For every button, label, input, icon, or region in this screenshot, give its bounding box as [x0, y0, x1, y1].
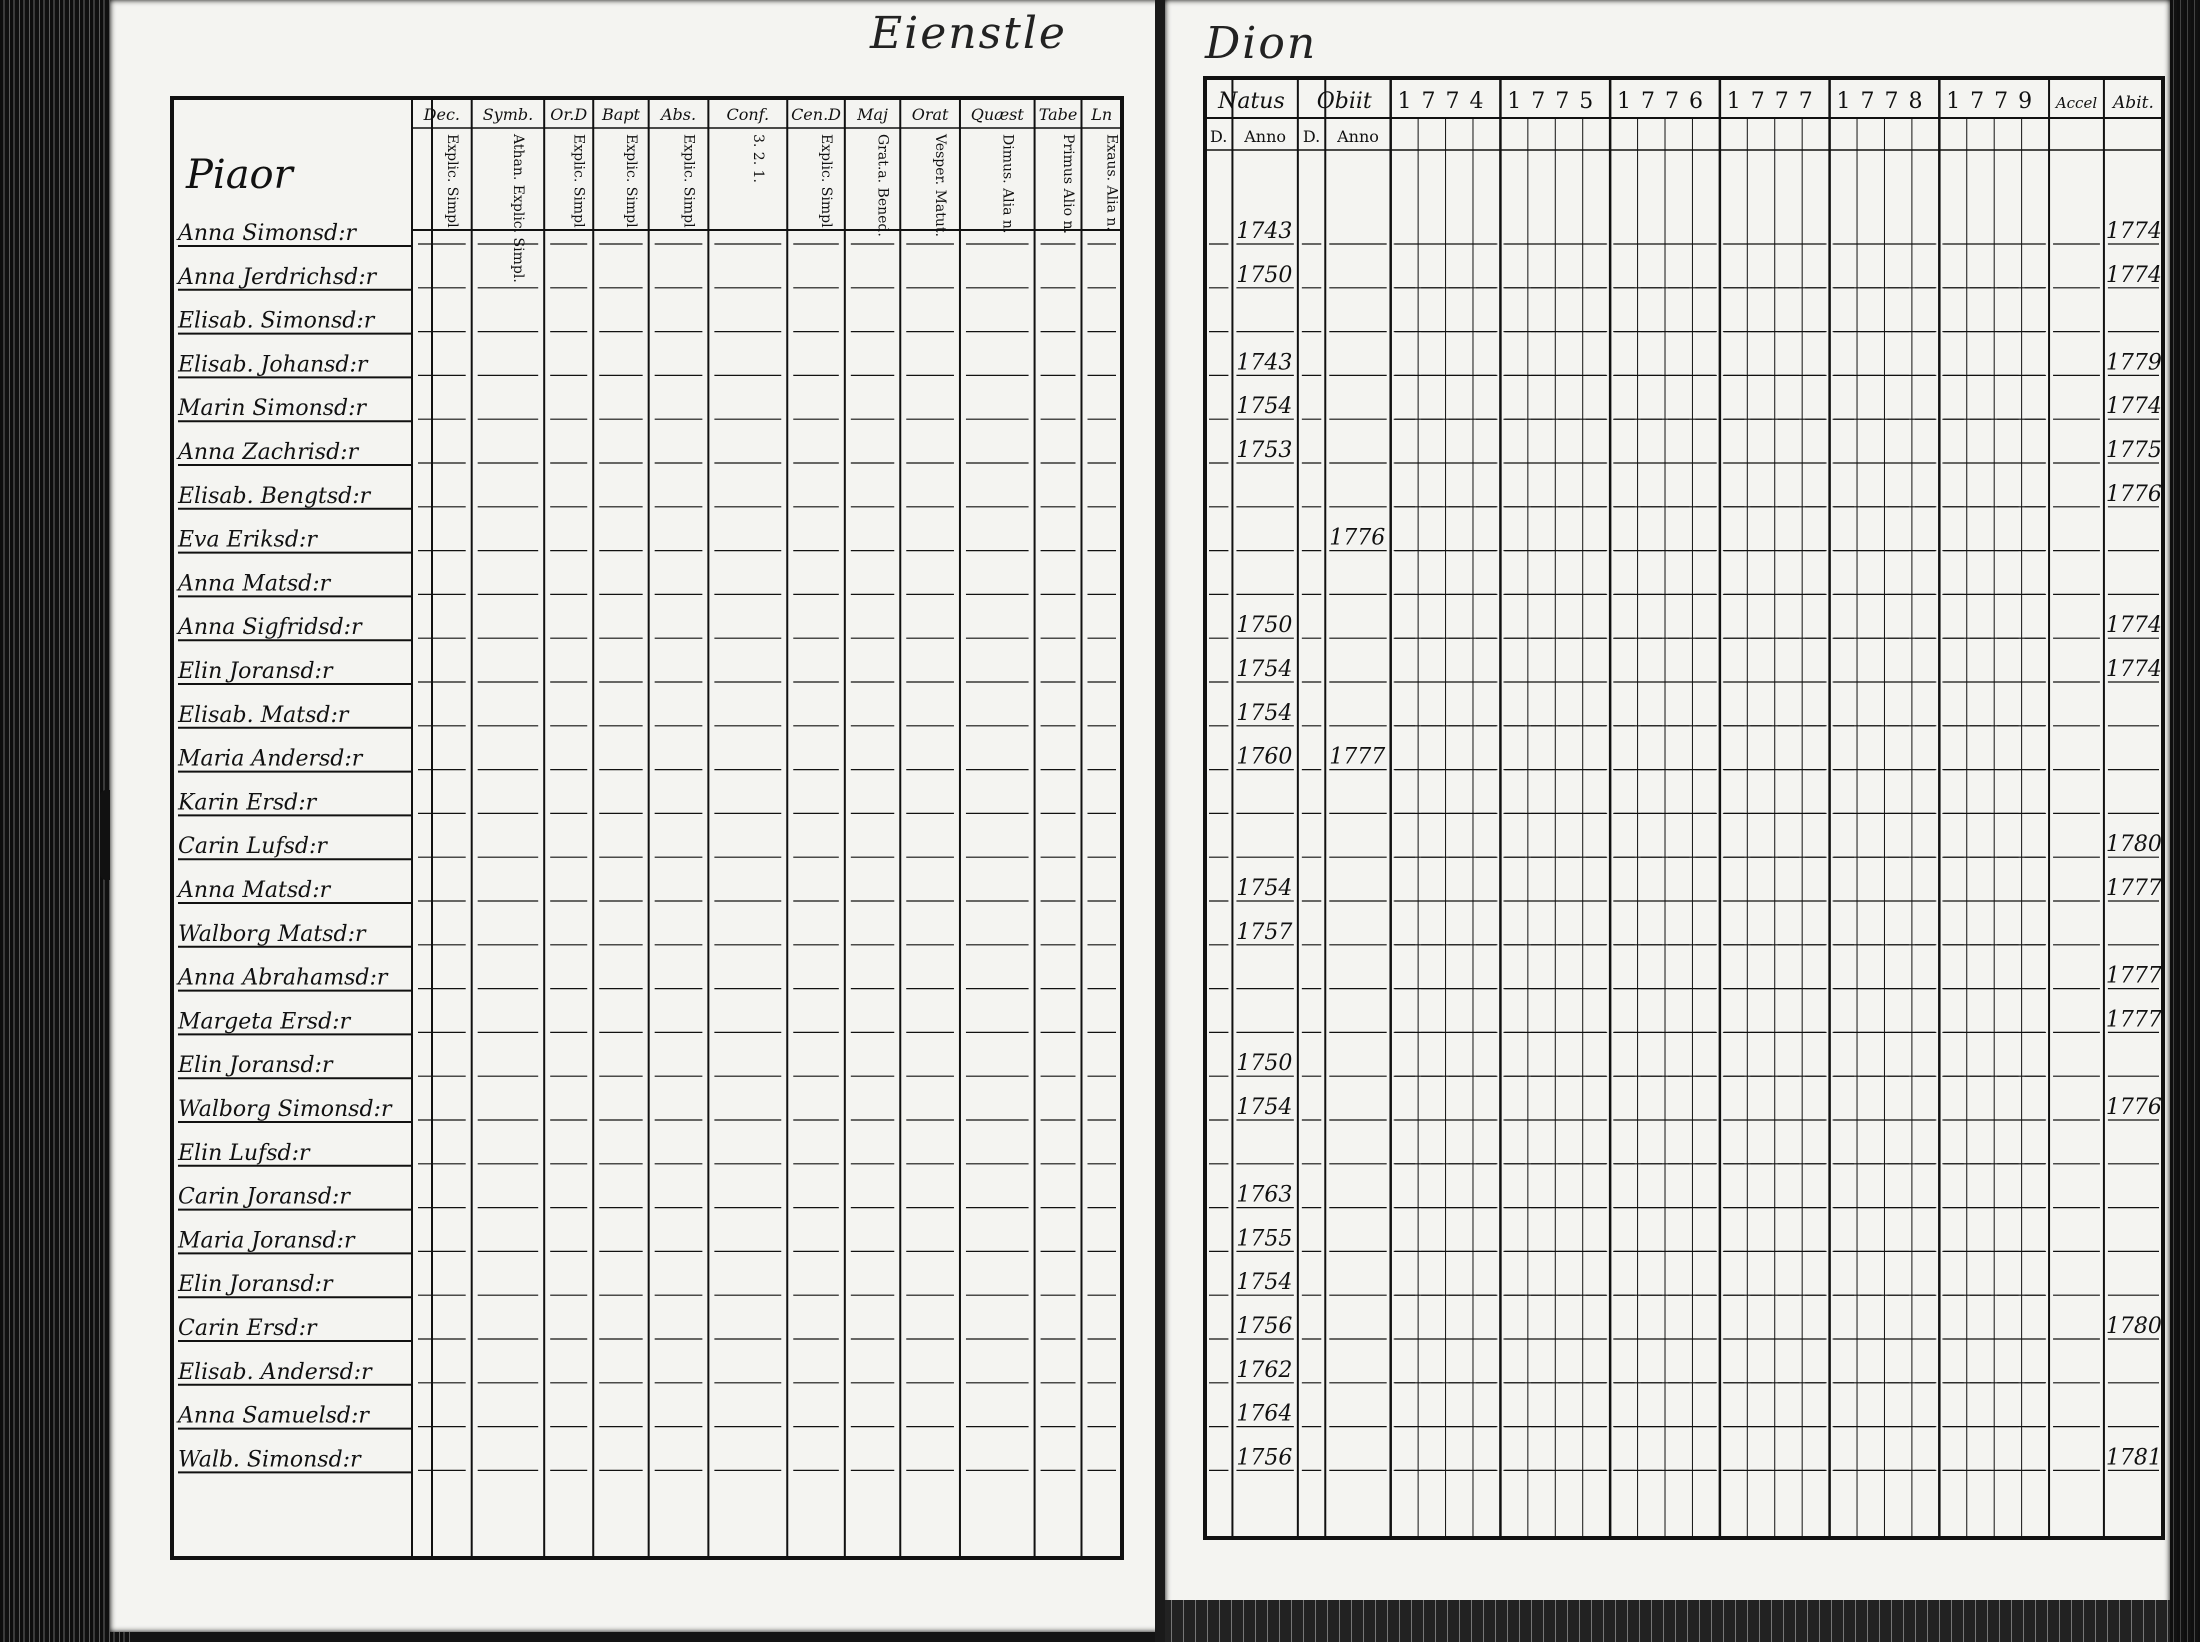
- register-name: Eva Eriksd:r: [178, 527, 317, 553]
- left-title: Piaor: [186, 152, 293, 198]
- year-header-1777: 1777: [1726, 89, 1823, 114]
- natus-year: 1754: [1236, 876, 1293, 901]
- natus-year: 1756: [1236, 1445, 1293, 1471]
- abit-year: 1774: [2105, 657, 2162, 682]
- header-left-note: Eienstle: [870, 8, 1067, 59]
- abit-year: 1781: [2105, 1445, 2162, 1471]
- left-col-header-6: Cen.D: [791, 105, 842, 124]
- register-name: Elisab. Johansd:r: [178, 352, 368, 378]
- left-col-subheader-5: 3. 2. 1.: [749, 134, 766, 183]
- register-name: Walb. Simonsd:r: [178, 1447, 361, 1473]
- register-name: Maria Joransd:r: [178, 1228, 355, 1254]
- register-name: Elisab. Matsd:r: [178, 702, 349, 728]
- natus-year: 1754: [1236, 657, 1293, 682]
- register-name: Elin Joransd:r: [178, 1272, 333, 1298]
- natus-year: 1754: [1236, 1270, 1293, 1296]
- register-name: Elisab. Simonsd:r: [178, 308, 375, 334]
- left-col-header-8: Orat: [911, 105, 949, 124]
- register-name: Margeta Ersd:r: [178, 1009, 351, 1035]
- register-name: Anna Abrahamsd:r: [178, 965, 388, 991]
- natus-anno-header: Anno: [1244, 127, 1287, 146]
- natus-year: 1754: [1236, 394, 1293, 420]
- left-col-subheader-8: Vesper. Matut.: [932, 134, 949, 238]
- left-col-subheader-2: Explic. Simpl.: [570, 134, 587, 233]
- natus-header: Natus: [1218, 89, 1285, 114]
- register-name: Anna Simonsd:r: [178, 221, 357, 246]
- abit-year: 1780: [2105, 1314, 2162, 1339]
- register-name: Anna Zachrisd:r: [178, 440, 359, 465]
- abit-year: 1776: [2105, 481, 2162, 507]
- natus-year: 1764: [1236, 1401, 1293, 1427]
- abit-year: 1774: [2105, 262, 2162, 288]
- left-col-header-4: Abs.: [660, 105, 697, 124]
- natus-year: 1754: [1236, 1095, 1293, 1120]
- left-col-subheader-7: Grat.a. Bened.: [874, 134, 891, 237]
- left-col-subheader-10: Primus Alio n.: [1060, 134, 1077, 234]
- left-col-subheader-9: Dimus. Alia n.: [999, 134, 1016, 234]
- natus-year: 1755: [1236, 1226, 1293, 1252]
- register-name: Anna Matsd:r: [178, 571, 331, 597]
- year-header-1774: 1774: [1397, 89, 1494, 114]
- natus-year: 1753: [1236, 438, 1293, 463]
- year-header-1779: 1779: [1946, 89, 2043, 114]
- natus-year: 1750: [1236, 613, 1293, 639]
- register-name: Karin Ersd:r: [178, 790, 317, 816]
- obiit-anno-header: Anno: [1337, 127, 1379, 146]
- natus-d-header: D.: [1210, 127, 1228, 146]
- left-col-header-1: Symb.: [482, 105, 534, 124]
- register-name: Carin Ersd:r: [178, 1316, 317, 1341]
- natus-year: 1743: [1236, 350, 1293, 376]
- natus-year: 1750: [1236, 1051, 1293, 1077]
- left-col-header-11: Ln: [1091, 105, 1113, 124]
- natus-year: 1756: [1236, 1314, 1293, 1339]
- register-name: Elin Lufsd:r: [178, 1140, 310, 1166]
- abit-year: 1777: [2105, 876, 2162, 901]
- register-name: Elin Joransd:r: [178, 1053, 333, 1079]
- register-name: Elisab. Andersd:r: [178, 1359, 372, 1385]
- register-name: Walborg Simonsd:r: [178, 1097, 392, 1122]
- abit-year: 1774: [2105, 219, 2162, 244]
- left-col-header-2: Or.D: [550, 105, 588, 124]
- right-table-border: [1205, 78, 2163, 1538]
- obiit-year: 1777: [1329, 744, 1386, 770]
- register-name: Anna Matsd:r: [178, 878, 331, 903]
- natus-year: 1750: [1236, 262, 1293, 288]
- abit-year: 1779: [2105, 350, 2162, 376]
- left-col-subheader-1: Athan. Explic. Simpl.: [509, 134, 526, 283]
- register-name: Elin Joransd:r: [178, 659, 333, 684]
- register-name: Carin Joransd:r: [178, 1184, 350, 1210]
- left-col-header-5: Conf.: [726, 105, 770, 124]
- header-right-note: Dion: [1205, 18, 1318, 69]
- natus-year: 1760: [1236, 744, 1293, 770]
- register-name: Anna Samuelsd:r: [178, 1403, 369, 1429]
- abit-year: 1776: [2105, 1095, 2162, 1120]
- natus-year: 1763: [1236, 1182, 1293, 1208]
- abit-year: 1774: [2105, 613, 2162, 639]
- abit-year: 1777: [2105, 1007, 2162, 1033]
- register-name: Anna Jerdrichsd:r: [178, 264, 377, 290]
- left-col-header-9: Quæst: [970, 105, 1024, 124]
- left-col-header-10: Tabe: [1038, 105, 1078, 124]
- left-col-subheader-6: Explic. Simpl.: [818, 134, 835, 233]
- natus-year: 1762: [1236, 1357, 1293, 1383]
- register-name: Marin Simonsd:r: [178, 396, 367, 422]
- year-header-1775: 1775: [1507, 89, 1604, 114]
- register-name: Carin Lufsd:r: [178, 834, 327, 860]
- left-col-subheader-11: Exaus. Alia n.: [1103, 134, 1120, 231]
- left-col-header-3: Bapt: [601, 105, 640, 124]
- left-col-subheader-0: Explic. Simpl.: [443, 134, 460, 233]
- abit-year: 1774: [2105, 394, 2162, 420]
- register-name: Maria Andersd:r: [178, 746, 363, 772]
- natus-year: 1743: [1236, 219, 1293, 244]
- register-name: Walborg Matsd:r: [178, 921, 366, 947]
- natus-year: 1757: [1236, 919, 1293, 945]
- natus-year: 1754: [1236, 700, 1293, 726]
- left-col-header-0: Dec.: [423, 105, 461, 124]
- abit-year: 1775: [2105, 438, 2162, 463]
- year-header-1778: 1778: [1836, 89, 1933, 114]
- accel-header: Accel: [2055, 94, 2098, 112]
- abit-header: Abit.: [2113, 93, 2154, 113]
- obiit-year: 1776: [1329, 525, 1386, 551]
- abit-year: 1777: [2105, 963, 2162, 989]
- left-col-subheader-3: Explic. Simpl.: [622, 134, 639, 233]
- left-col-header-7: Maj: [857, 105, 888, 124]
- register-name: Elisab. Bengtsd:r: [178, 483, 371, 509]
- obiit-header: Obiit: [1316, 89, 1372, 114]
- obiit-d-header: D.: [1302, 127, 1321, 146]
- year-header-1776: 1776: [1617, 89, 1714, 114]
- left-col-subheader-4: Explic. Simpl.: [680, 134, 697, 233]
- register-name: Anna Sigfridsd:r: [178, 615, 362, 641]
- abit-year: 1780: [2105, 832, 2162, 858]
